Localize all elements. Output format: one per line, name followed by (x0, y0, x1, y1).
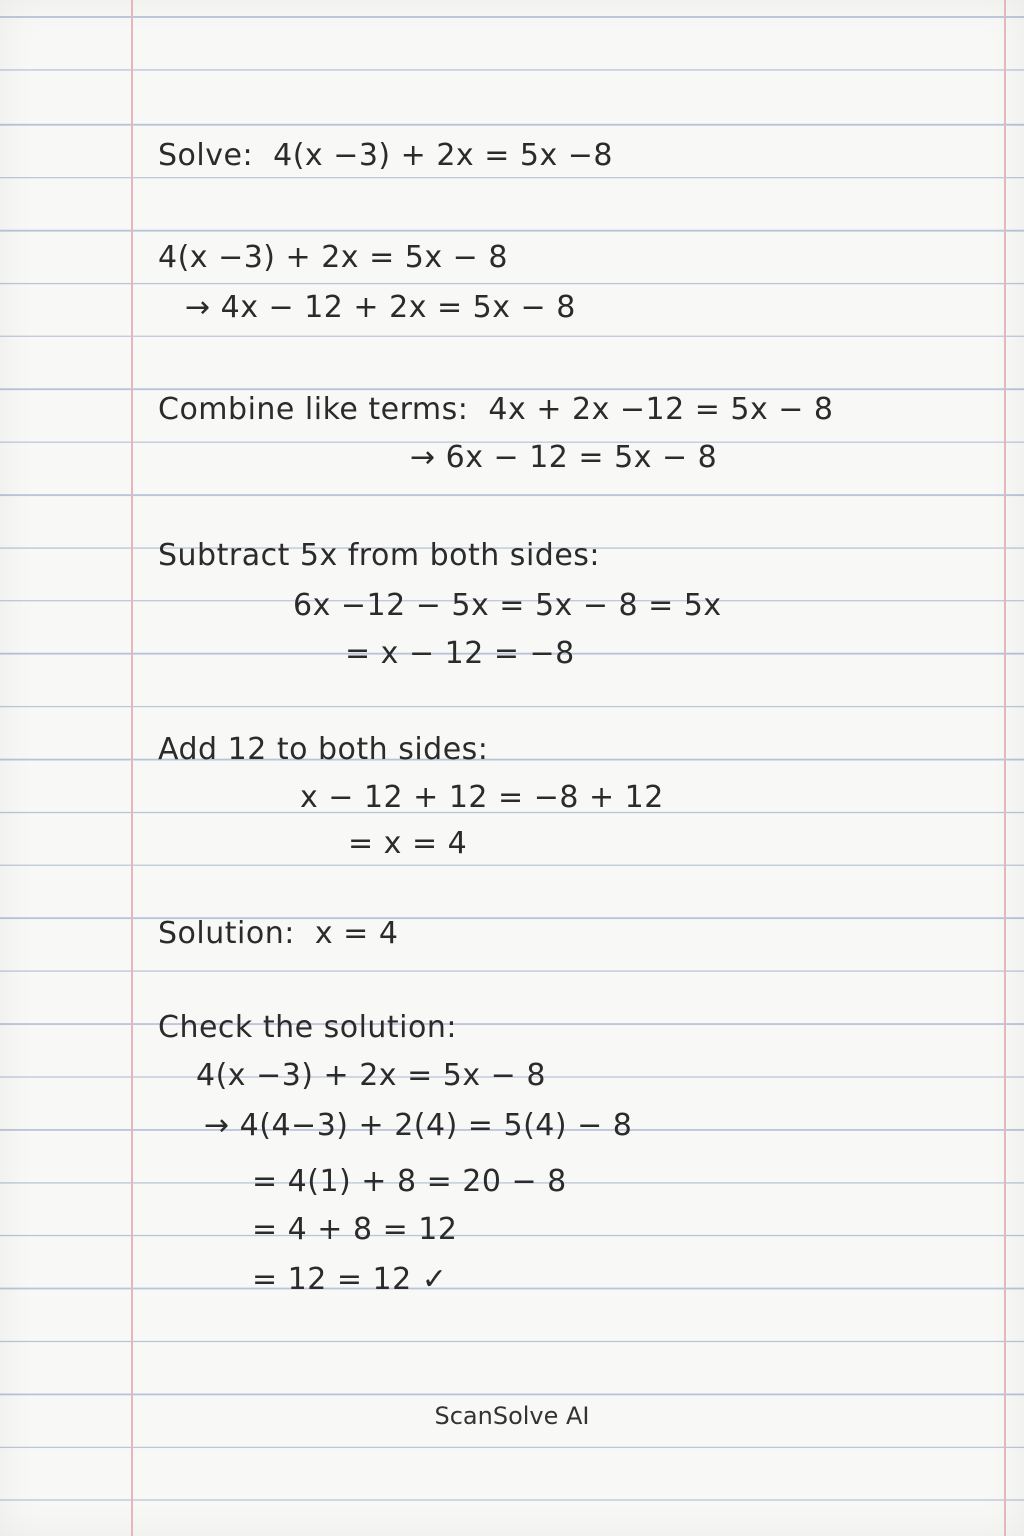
footer-brand: ScanSolve AI (434, 1402, 590, 1430)
check-line-5: = 12 = 12 ✓ (252, 1262, 448, 1297)
check-line-3: = 4(1) + 8 = 20 − 8 (252, 1164, 567, 1199)
subtract-step-line-2: = x − 12 = −8 (345, 636, 575, 671)
combine-step-line-2: → 6x − 12 = 5x − 8 (410, 440, 718, 475)
check-line-1: 4(x −3) + 2x = 5x − 8 (196, 1058, 546, 1093)
expand-step-line-2: → 4x − 12 + 2x = 5x − 8 (185, 290, 576, 325)
add-step-line-1: x − 12 + 12 = −8 + 12 (300, 780, 664, 815)
check-heading: Check the solution: (158, 1010, 457, 1045)
expand-step-line-1: 4(x −3) + 2x = 5x − 8 (158, 240, 508, 275)
left-margin-rule (131, 0, 133, 1536)
subtract-step-line-1: 6x −12 − 5x = 5x − 8 = 5x (293, 588, 722, 623)
add-step-line-2: = x = 4 (348, 826, 468, 861)
check-line-2: → 4(4−3) + 2(4) = 5(4) − 8 (204, 1108, 633, 1143)
problem-statement: Solve: 4(x −3) + 2x = 5x −8 (158, 138, 613, 173)
combine-step-line-1: Combine like terms: 4x + 2x −12 = 5x − 8 (158, 392, 834, 427)
solution-line: Solution: x = 4 (158, 916, 399, 951)
check-line-4: = 4 + 8 = 12 (252, 1212, 458, 1247)
right-margin-rule (1004, 0, 1006, 1536)
subtract-step-heading: Subtract 5x from both sides: (158, 538, 601, 573)
add-step-heading: Add 12 to both sides: (158, 732, 489, 767)
